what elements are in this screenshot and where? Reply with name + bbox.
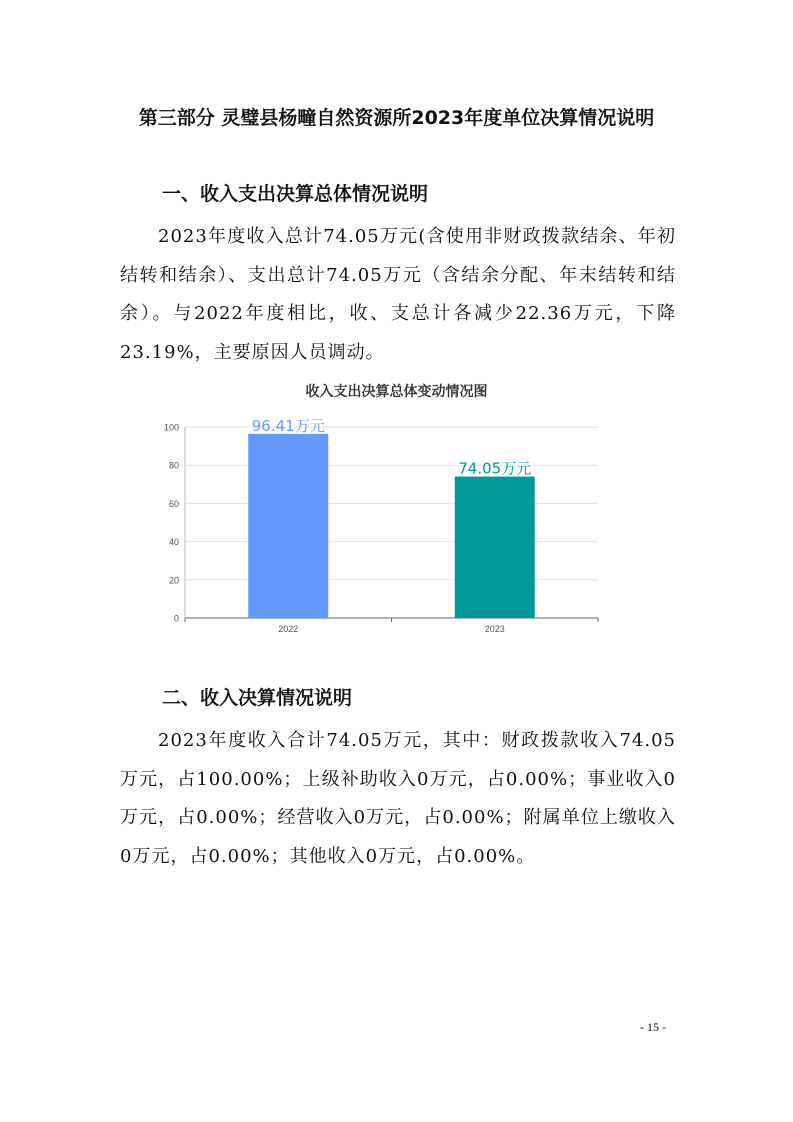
section-paragraph-2: 2023年度收入合计74.05万元，其中：财政拨款收入74.05万元，占100.00%；上级补助收入0万元，占0.00%；事业收入0万元，占0.00%；经营收入0万元，占0.00%；附属单位上缴收入0万元，占0.00%；其他收入0万元，占0.00%。 bbox=[120, 730, 676, 867]
y-tick-label: 0 bbox=[173, 613, 179, 624]
section-heading-2: 二、收入决算情况说明 bbox=[162, 687, 353, 709]
chart-title: 收入支出决算总体变动情况图 bbox=[305, 384, 488, 400]
bar-chart bbox=[150, 400, 620, 645]
bar-2023 bbox=[455, 477, 535, 618]
y-tick-label: 40 bbox=[168, 537, 179, 548]
y-tick-label: 60 bbox=[168, 498, 179, 509]
y-tick-label: 20 bbox=[168, 575, 179, 586]
section-paragraph-1: 2023年度收入总计74.05万元(含使用非财政拨款结余、年初结转和结余）、支出总计74.05万元（含结余分配、年末结转和结余）。与2022年度相比，收、支总计各减少22.36万元，下降23.19%，主要原因人员调动。 bbox=[120, 226, 676, 363]
document-title: 第三部分 灵璧县杨疃自然资源所2023年度单位决算情况说明 bbox=[138, 107, 655, 129]
data-label-2022: 96.41万元 bbox=[251, 416, 325, 435]
y-tick-label: 100 bbox=[163, 422, 179, 433]
bar-2022 bbox=[248, 434, 328, 618]
y-tick-label: 80 bbox=[168, 460, 179, 471]
x-tick-label-2023: 2023 bbox=[484, 624, 505, 634]
section-heading-1: 一、收入支出决算总体情况说明 bbox=[162, 183, 429, 205]
x-tick-label-2022: 2022 bbox=[278, 624, 299, 634]
data-label-2023: 74.05万元 bbox=[458, 459, 532, 478]
page-number: - 15 - bbox=[640, 1020, 666, 1034]
